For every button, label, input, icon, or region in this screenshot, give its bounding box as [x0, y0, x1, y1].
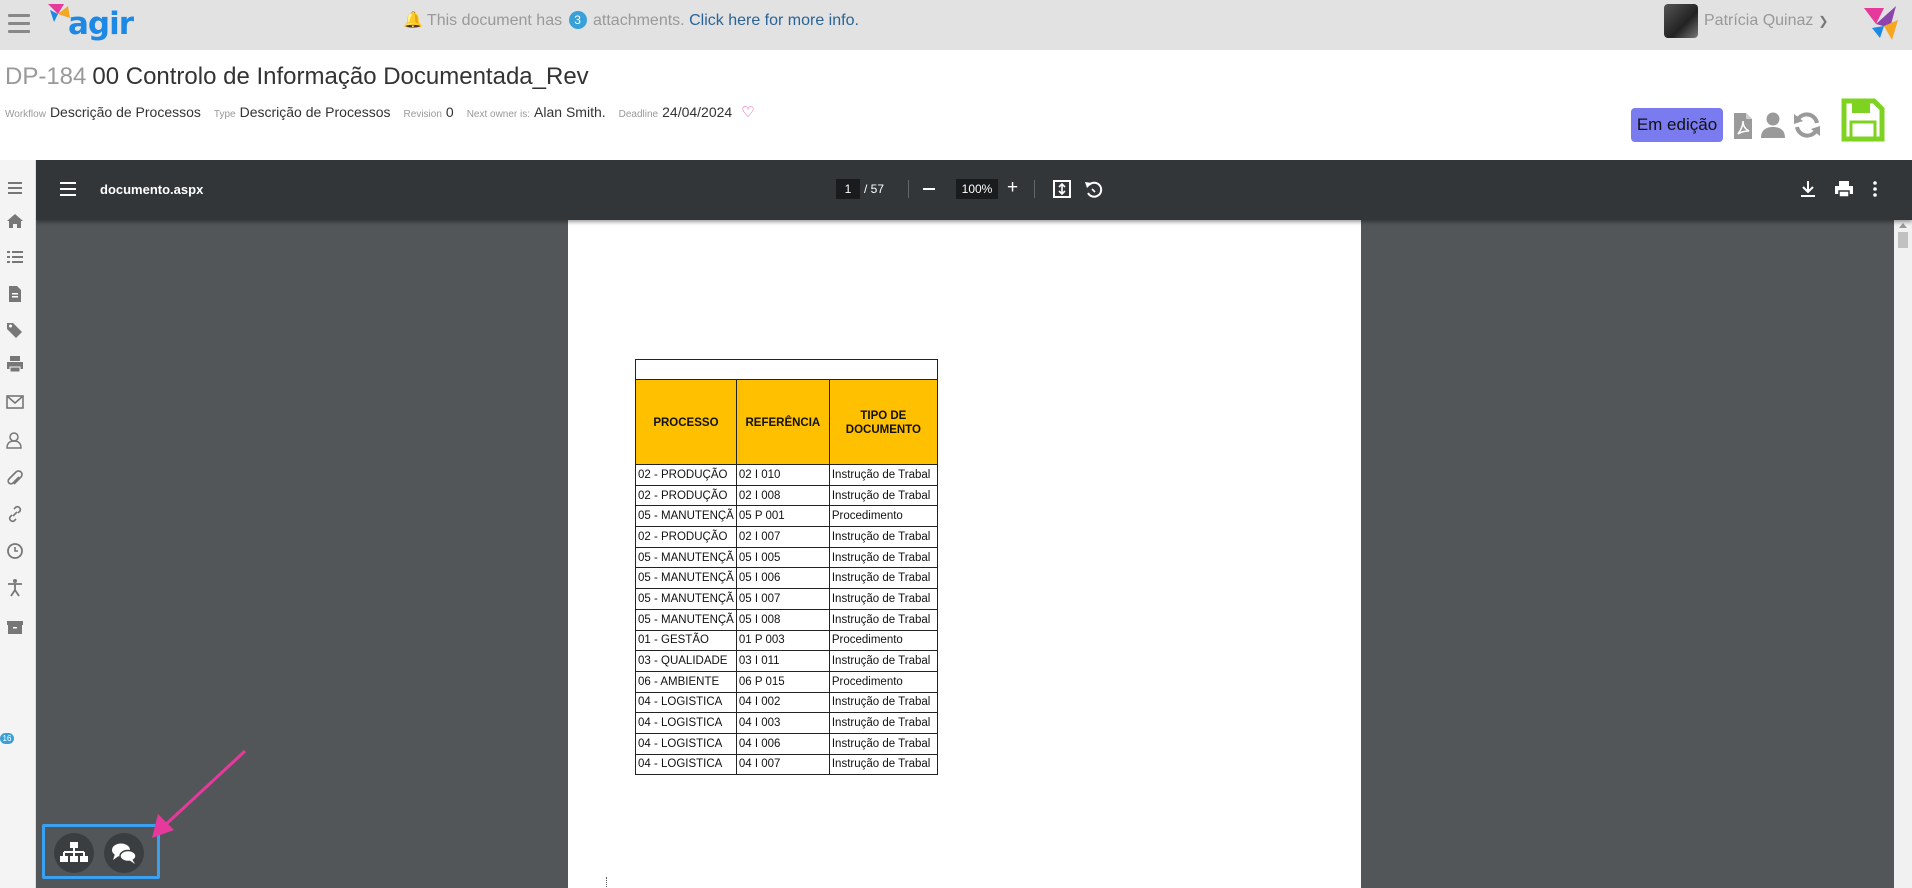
cell-processo: 05 - MANUTENÇÃ [636, 547, 737, 568]
cell-referencia: 02 I 007 [736, 527, 829, 548]
status-button[interactable]: Em edição [1631, 108, 1723, 142]
page-title [5, 63, 589, 91]
table-row [636, 589, 938, 610]
cell-referencia: 05 I 007 [736, 589, 829, 610]
cell-referencia: 05 I 005 [736, 547, 829, 568]
table-row [636, 754, 938, 775]
print-icon[interactable] [1833, 178, 1855, 200]
table-blank-row [636, 360, 938, 380]
archive-icon[interactable] [5, 617, 25, 637]
cell-referencia: 05 I 008 [736, 609, 829, 630]
notice-middle: attachments. [593, 12, 685, 29]
list-icon[interactable] [5, 247, 25, 267]
cell-processo: 05 - MANUTENÇÃ [636, 568, 737, 589]
next-owner-label: Next owner is: [466, 109, 531, 120]
cell-tipo-documento: Procedimento [829, 671, 937, 692]
cell-tipo-documento: Instrução de Trabal [829, 465, 937, 486]
cell-tipo-documento: Instrução de Trabal [829, 485, 937, 506]
cell-tipo-documento: Instrução de Trabal [829, 651, 937, 672]
table-row [636, 630, 938, 651]
cell-tipo-documento: Instrução de Trabal [829, 547, 937, 568]
more-options-icon[interactable] [1870, 178, 1880, 200]
comments-icon [104, 833, 144, 873]
pdf-viewer [36, 160, 1912, 888]
floating-buttons-highlight [42, 824, 160, 879]
cell-tipo-documento: Instrução de Trabal [829, 713, 937, 734]
left-sidebar [0, 160, 36, 888]
deadline-label: Deadline [618, 109, 659, 120]
deadline-value: 24/04/2024 [662, 104, 733, 120]
cell-processo: 04 - LOGISTICA [636, 692, 737, 713]
viewer-menu-icon[interactable] [60, 182, 76, 200]
cell-processo: 06 - AMBIENTE [636, 671, 737, 692]
accessibility-icon[interactable] [5, 578, 25, 598]
download-icon[interactable] [1798, 178, 1818, 200]
scroll-thumb[interactable] [1898, 232, 1908, 248]
workflow-value: Descrição de Processos [49, 104, 201, 120]
user-menu[interactable] [1664, 4, 1828, 38]
annotation-arrow-icon [148, 748, 248, 843]
page-number-input[interactable]: 1 [836, 179, 860, 199]
toolbar-divider [908, 180, 909, 198]
link-icon[interactable] [5, 504, 25, 524]
pdf-icon[interactable] [1732, 112, 1754, 140]
table-row [636, 692, 938, 713]
cell-tipo-documento: Instrução de Trabal [829, 568, 937, 589]
comments-button[interactable] [104, 833, 144, 873]
cell-processo: 02 - PRODUÇÃO [636, 465, 737, 486]
header-processo: PROCESSO [636, 380, 737, 465]
bell-icon: 🔔 [403, 12, 423, 29]
document-name: 00 Controlo de Informação Documentada_Rev [92, 63, 589, 90]
cell-referencia: 02 I 008 [736, 485, 829, 506]
print-icon[interactable] [5, 354, 25, 374]
accessibility-badge: 16 [0, 733, 14, 744]
cell-processo: 04 - LOGISTICA [636, 754, 737, 775]
scroll-up-arrow[interactable] [1899, 223, 1907, 228]
cell-referencia: 04 I 006 [736, 733, 829, 754]
cell-referencia: 02 I 010 [736, 465, 829, 486]
table-row [636, 609, 938, 630]
attachments-notice [403, 10, 859, 30]
document-icon[interactable] [5, 284, 25, 304]
cell-tipo-documento: Procedimento [829, 630, 937, 651]
cell-tipo-documento: Instrução de Trabal [829, 527, 937, 548]
cell-tipo-documento: Instrução de Trabal [829, 692, 937, 713]
workflow-label: Workflow [5, 109, 46, 120]
cell-processo: 05 - MANUTENÇÃ [636, 506, 737, 527]
cell-referencia: 04 I 003 [736, 713, 829, 734]
revision-label: Revision [403, 109, 442, 120]
menu-icon[interactable] [5, 178, 25, 198]
cell-processo: 04 - LOGISTICA [636, 733, 737, 754]
toolbar-divider [1034, 180, 1035, 198]
save-icon[interactable] [1840, 97, 1886, 143]
clock-icon[interactable] [5, 541, 25, 561]
paperclip-icon[interactable] [5, 469, 25, 489]
viewer-filename: documento.aspx [100, 182, 204, 197]
refresh-icon[interactable] [1792, 110, 1822, 140]
table-header-row [636, 380, 938, 465]
cell-referencia: 03 I 011 [736, 651, 829, 672]
main-menu-icon[interactable] [8, 14, 30, 38]
cell-tipo-documento: Procedimento [829, 506, 937, 527]
brand-mark-icon [1862, 4, 1902, 44]
pdf-page [568, 220, 1361, 888]
logo-text[interactable]: agir [68, 6, 134, 42]
cell-processo: 03 - QUALIDADE [636, 651, 737, 672]
home-icon[interactable] [5, 211, 25, 231]
process-table [635, 359, 938, 775]
blank-cell [636, 360, 938, 380]
cell-tipo-documento: Instrução de Trabal [829, 754, 937, 775]
cell-referencia: 06 P 015 [736, 671, 829, 692]
org-chart-icon [54, 833, 94, 873]
cell-processo: 05 - MANUTENÇÃ [636, 589, 737, 610]
chevron-down-icon[interactable]: ❯ [1818, 14, 1829, 28]
document-code: DP-184 [5, 63, 87, 90]
user-name[interactable]: Patrícia Quinaz [1704, 12, 1814, 29]
next-owner-value: Alan Smith. [534, 104, 606, 120]
document-meta [5, 103, 755, 121]
table-row [636, 733, 938, 754]
users-icon[interactable] [5, 430, 25, 450]
envelope-icon[interactable] [5, 392, 25, 412]
page-total: / 57 [864, 182, 885, 196]
header-referencia: REFERÊNCIA [736, 380, 829, 465]
rotate-icon[interactable] [1083, 178, 1105, 200]
table-row [636, 506, 938, 527]
cell-referencia: 04 I 007 [736, 754, 829, 775]
table-row [636, 527, 938, 548]
cell-tipo-documento: Instrução de Trabal [829, 589, 937, 610]
cell-processo: 05 - MANUTENÇÃ [636, 609, 737, 630]
cell-processo: 04 - LOGISTICA [636, 713, 737, 734]
text-cursor-mark [606, 877, 609, 888]
cell-referencia: 05 P 001 [736, 506, 829, 527]
table-body [636, 465, 938, 775]
scrollbar[interactable] [1894, 220, 1912, 888]
cell-processo: 01 - GESTÃO [636, 630, 737, 651]
cell-referencia: 05 I 006 [736, 568, 829, 589]
table-row [636, 713, 938, 734]
attachments-count-badge: 3 [569, 11, 587, 29]
table-row [636, 547, 938, 568]
cell-referencia: 04 I 002 [736, 692, 829, 713]
table-row [636, 485, 938, 506]
cell-referencia: 01 P 003 [736, 630, 829, 651]
avatar[interactable] [1664, 4, 1698, 38]
header-tipo-documento: TIPO DE DOCUMENTO [829, 380, 937, 465]
notice-prefix: This document has [426, 12, 563, 29]
zoom-level-input[interactable]: 100% [956, 179, 998, 199]
cell-tipo-documento: Instrução de Trabal [829, 733, 937, 754]
type-value: Descrição de Processos [239, 104, 391, 120]
user-icon[interactable] [1760, 111, 1786, 139]
table-row [636, 568, 938, 589]
zoom-out-button[interactable] [923, 188, 935, 190]
attachments-info-link[interactable]: Click here for more info. [689, 12, 859, 29]
table-row [636, 465, 938, 486]
fit-page-icon[interactable] [1051, 178, 1073, 200]
cell-processo: 02 - PRODUÇÃO [636, 485, 737, 506]
revision-value: 0 [445, 104, 454, 120]
table-row [636, 671, 938, 692]
org-chart-button[interactable] [54, 833, 94, 873]
table-row [636, 651, 938, 672]
type-label: Type [213, 109, 236, 120]
tags-icon[interactable] [5, 320, 25, 340]
cell-tipo-documento: Instrução de Trabal [829, 609, 937, 630]
cell-processo: 02 - PRODUÇÃO [636, 527, 737, 548]
zoom-in-button[interactable]: + [1007, 177, 1019, 198]
favorite-heart-icon[interactable]: ♡ [741, 104, 755, 121]
pdf-toolbar [36, 160, 1912, 220]
top-bar [0, 0, 1912, 50]
